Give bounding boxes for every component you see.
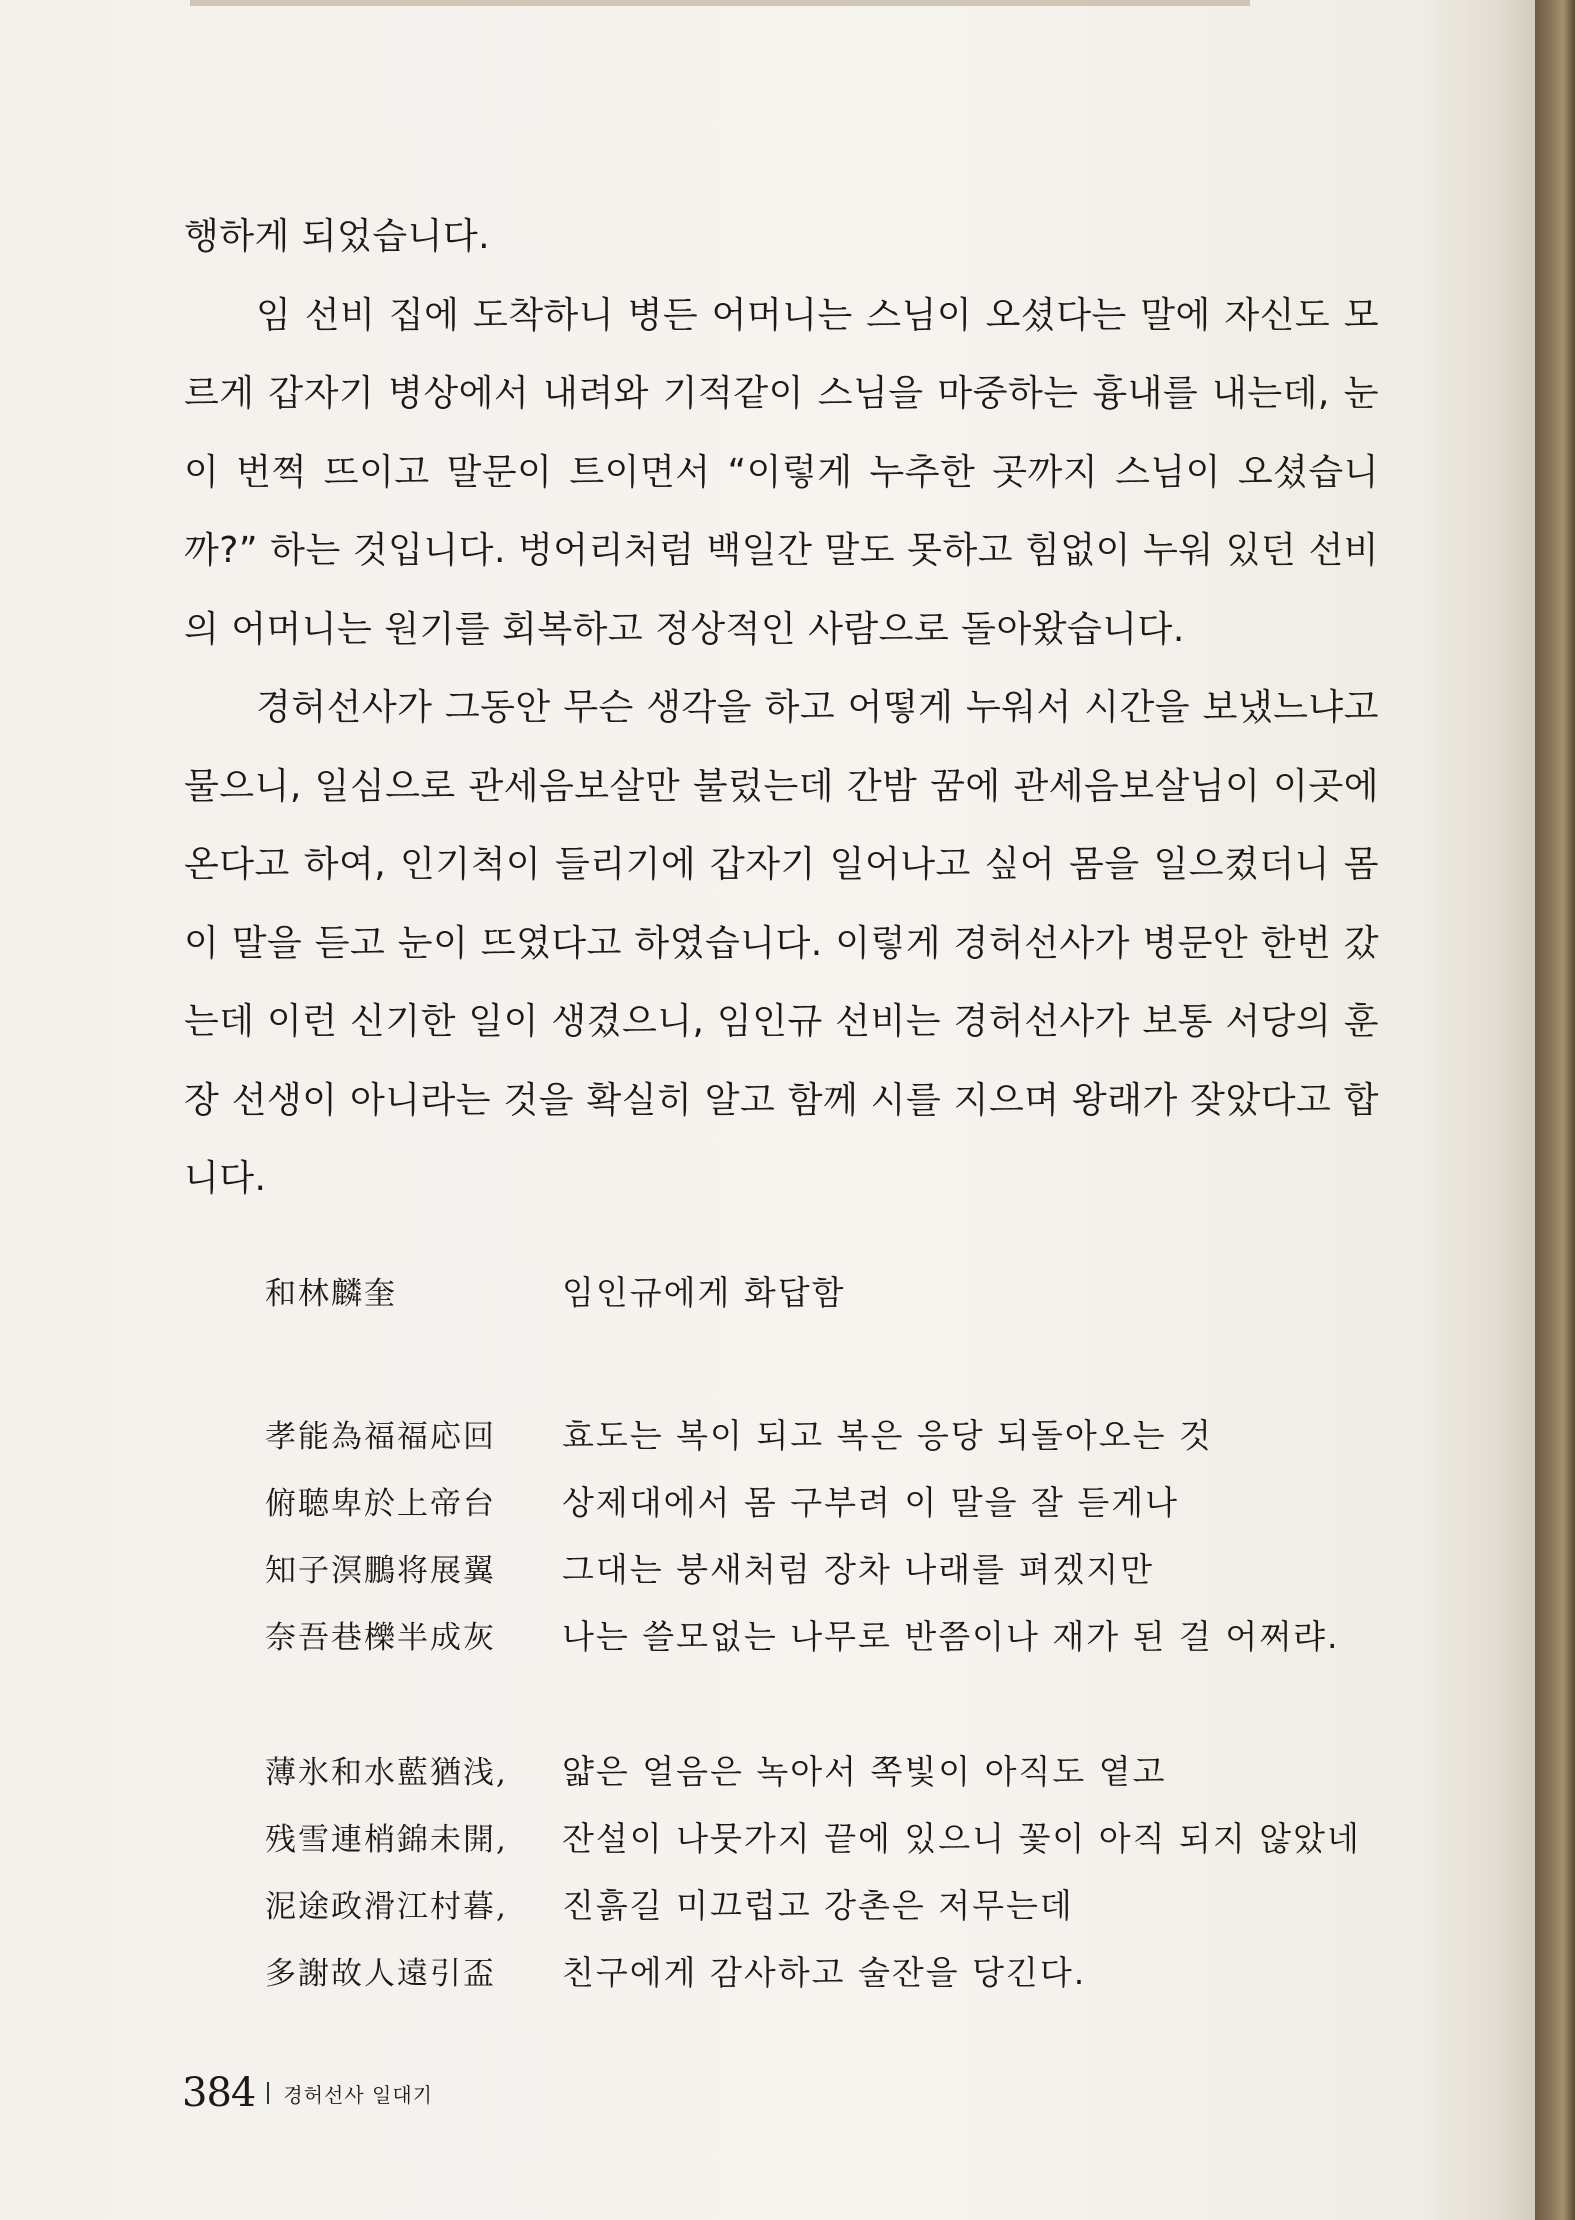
- paragraph-mother-recovery: 임 선비 집에 도착하니 병든 어머니는 스님이 오셨다는 말에 자신도 모르게 갑자기 병상에서 내려와 기적같이 스님을 마중하는 흉내를 내는데, 눈이 번쩍 뜨이고 말문이 트이면서 “이렇게 누추한 곳까지 스님이 오셨습니까?” 하는 것입니다. 벙어리처럼 백일간 말도 못하고 힘없이 누워 있던 선비의 어머니는 원기를 회복하고 정상적인 사람으로 돌아왔습니다.: [184, 294, 1379, 650]
- poem-line: [265, 1467, 1395, 1534]
- poem-line: [265, 1601, 1395, 1668]
- paragraph-continuation: 행하게 되었습니다.: [184, 216, 491, 257]
- poem-title-hanja: 和林麟奎: [265, 1275, 397, 1312]
- poem: [265, 1265, 1395, 2072]
- poem-line-korean: 그대는 붕새처럼 장차 나래를 펴겠지만: [562, 1550, 1155, 1589]
- poem-line-hanja: 残雪連梢錦未開,: [265, 1822, 508, 1858]
- poem-stanza-2: [265, 1736, 1395, 2004]
- poem-line-hanja: 奈吾巷櫟半成灰: [265, 1620, 496, 1656]
- poem-line-hanja: 薄氷和水藍猶浅,: [265, 1755, 508, 1791]
- poem-line: [265, 1534, 1395, 1601]
- poem-line-hanja: 多謝故人遠引盃: [265, 1956, 496, 1992]
- top-page-shadow: [190, 0, 1250, 6]
- poem-line-korean: 얇은 얼음은 녹아서 쪽빛이 아직도 옅고: [562, 1752, 1167, 1791]
- poem-stanza-1: [265, 1400, 1395, 1668]
- poem-line-korean: 친구에게 감사하고 술잔을 당긴다.: [562, 1953, 1087, 1992]
- poem-line: [265, 1736, 1395, 1803]
- poem-line: [265, 1400, 1395, 1467]
- poem-line-hanja: 知子溟鵬将展翼: [265, 1553, 496, 1589]
- page-number: 384: [182, 2070, 256, 2116]
- paragraph-gyeongheo-visit: 경허선사가 그동안 무슨 생각을 하고 어떻게 누워서 시간을 보냈느냐고 물으니, 일심으로 관세음보살만 불렀는데 간밤 꿈에 관세음보살님이 이곳에 온다고 하여, 인기척이 들리기에 갑자기 일어나고 싶어 몸을 일으켰더니 몸이 말을 듣고 눈이 뜨였다고 하였습니다. 이렇게 경허선사가 병문안 한번 갔는데 이런 신기한 일이 생겼으니, 임인규 선비는 경허선사가 보통 서당의 훈장 선생이 아니라는 것을 확실히 알고 함께 시를 지으며 왕래가 잦았다고 합니다.: [184, 687, 1379, 1199]
- body-text: [184, 198, 1379, 1219]
- poem-line-korean: 잔설이 나뭇가지 끝에 있으니 꽃이 아직 되지 않았네: [562, 1819, 1361, 1858]
- poem-line-korean: 상제대에서 몸 구부려 이 말을 잘 듣게나: [562, 1483, 1179, 1522]
- poem-line-korean: 진흙길 미끄럽고 강촌은 저무는데: [562, 1886, 1074, 1925]
- footer-divider: [267, 2082, 269, 2104]
- poem-line: [265, 1803, 1395, 1870]
- page-edge: [1535, 0, 1575, 2220]
- poem-line: [265, 1870, 1395, 1937]
- poem-line-korean: 효도는 복이 되고 복은 응당 되돌아오는 것: [562, 1416, 1213, 1455]
- poem-line-hanja: 俯聴卑於上帝台: [265, 1486, 496, 1522]
- book-title: 경허선사 일대기: [283, 2082, 433, 2107]
- poem-title-korean: 임인규에게 화답함: [562, 1272, 846, 1312]
- poem-line: [265, 1937, 1395, 2004]
- page-footer: [182, 2070, 433, 2116]
- poem-line-korean: 나는 쓸모없는 나무로 반쯤이나 재가 된 걸 어쩌랴.: [562, 1617, 1340, 1656]
- poem-title-row: [265, 1265, 1395, 1315]
- poem-line-hanja: 泥途政滑江村暮,: [265, 1889, 508, 1925]
- poem-line-hanja: 孝能為福福応回: [265, 1419, 496, 1455]
